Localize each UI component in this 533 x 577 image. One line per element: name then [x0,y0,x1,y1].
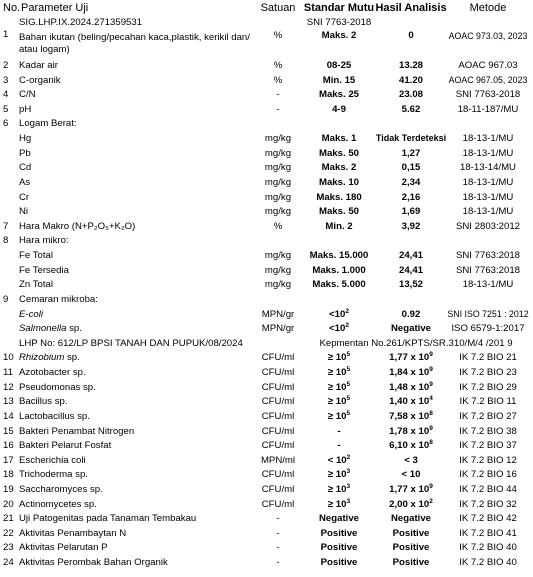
standard-exponent: 5 [346,365,351,373]
unit: MPN/gr [261,308,295,320]
parameter-name: Aktivitas Penambaytan N [19,527,127,539]
standard-text: - [337,440,341,452]
method: 18-13-1/MU [462,206,514,218]
standard-exponent: 2 [346,453,351,461]
parameter-name: Hara mikro: [19,235,69,247]
method: 18-13-1/MU [462,279,514,291]
standard-text: Min. 2 [325,220,353,232]
parameter-name: Salmonella sp. [19,323,82,335]
result-text: 1,77 x 10 [389,352,430,364]
parameter-name: C-organik [19,74,61,86]
result-text: Negative [391,513,431,525]
result-text: 1,77 x 10 [389,483,430,495]
unit: mg/kg [264,147,292,159]
result-text: 1,78 x 10 [389,425,430,437]
unit: CFU/ml [261,483,295,495]
unit: CFU/ml [261,396,295,408]
method: IK 7.2 BIO 32 [459,498,517,510]
standard-exponent: 2 [345,307,349,315]
lab-standard: SNI 7763-2018 [306,17,372,28]
result-text: 1,69 [401,206,421,218]
result-value [370,30,452,42]
standard-text: Min. 15 [322,74,356,86]
standard-text: Maks. 1 [321,133,357,145]
standard-text: <10 [329,308,346,320]
result-exponent: 9 [429,351,433,359]
row-number: 19 [3,483,14,495]
method: IK 7.2 BIO 37 [459,440,517,452]
row-number: 12 [3,381,14,393]
parameter-name: Lactobacillus sp. [19,410,90,422]
method: 18-13-1/MU [462,176,514,188]
row-number: 17 [3,454,14,466]
standard-text: Maks. 2 [321,162,357,174]
header-hasil: Hasil Analisis [375,2,447,14]
method: SNI 7763:2018 [455,250,520,262]
row-number: 7 [3,220,9,232]
result-text: 23.08 [398,89,423,101]
unit: mg/kg [264,250,292,262]
unit: CFU/ml [261,469,295,481]
parameter-italic: E-coli [19,308,43,320]
standard-exponent: 2 [345,321,349,329]
method: IK 7.2 BIO 41 [459,527,517,539]
method: IK 7.2 BIO 40 [459,557,517,569]
unit: % [273,30,283,41]
standard-exponent: 5 [346,409,351,417]
method: AOAC 967.05, 2023 [448,74,528,85]
header-satuan: Satuan [260,2,296,14]
parameter-name: Fe Total [19,250,53,262]
parameter-name: Cd [19,162,32,174]
parameter-name: Rhizobium sp. [19,352,80,364]
unit: CFU/ml [261,410,295,422]
result-text: 13.28 [398,60,423,71]
parameter-name: Bahan ikutan (beling/pecahan kaca,plastik, kerikil dan/ atau logam) [19,32,250,55]
unit: - [276,513,280,525]
method: ISO 6579-1:2017 [451,323,525,335]
unit: CFU/ml [261,498,295,510]
unit: mg/kg [264,279,292,291]
standard-text: < 10 [327,454,347,466]
parameter-name: Fe Tersedia [19,264,69,276]
standard-reference: Kepmentan No.261/KPTS/SR.310/M/4 /201 9 [319,337,513,349]
row-number: 3 [3,74,9,86]
row-number: 24 [3,557,14,569]
method: IK 7.2 BIO 42 [459,513,517,525]
method: 18-13-1/MU [462,133,514,145]
method: 18-13-1/MU [462,147,514,159]
row-number: 14 [3,410,14,422]
result-text: 0.92 [401,308,421,320]
result-exponent: 9 [429,482,433,490]
method: IK 7.2 BIO 23 [459,367,517,379]
standard-text: <10 [329,323,346,335]
result-exponent: 2 [429,497,433,505]
result-text: 1,84 x 10 [389,367,430,379]
result-text: 5.62 [401,103,421,115]
parameter-name: Logam Berat: [19,118,77,130]
unit: mg/kg [264,264,292,276]
result-text: 13,52 [398,279,423,291]
result-text: 1,40 x 10 [389,396,430,408]
parameter-name: Pseudomonas sp. [19,381,96,393]
method: IK 7.2 BIO 21 [459,352,517,364]
result-text: 0 [408,30,414,41]
standard-text: Maks. 25 [318,89,359,101]
unit: % [273,220,283,232]
standard-text: Maks. 50 [318,206,359,218]
standard-text: ≥ 10 [327,367,347,379]
header-no: No. [3,2,21,14]
row-number: 10 [3,352,14,364]
unit: - [276,557,280,569]
parameter-name: Uji Patogenitas pada Tanaman Tembakau [19,513,197,525]
parameter-name: Hara Makro (N+P₂O₅+K₂O) [19,220,136,232]
row-number: 4 [3,89,9,101]
parameter-name: Escherichia coli [19,454,86,466]
parameter-name: Bakteri Penambat Nitrogen [19,425,135,437]
result-text: Negative [391,323,431,335]
parameter-name: Cemaran mikroba: [19,293,98,305]
unit: % [273,74,283,86]
method: 18-13-1/MU [462,191,514,203]
result-exponent: 9 [429,424,433,432]
unit: - [276,542,280,554]
row-number: 6 [3,118,9,130]
unit: % [273,60,283,71]
method: SNI 2803:2012 [455,220,520,232]
result-exponent: 8 [429,409,433,417]
result-text: 2,34 [401,176,421,188]
parameter-name: pH [19,103,32,115]
parameter-name: Ni [19,206,29,218]
standard-text: ≥ 10 [327,483,347,495]
row-number: 5 [3,103,9,115]
row-number: 21 [3,513,14,525]
result-text: Tidak Terdeteksi [375,133,447,144]
unit: mg/kg [264,133,292,145]
standard-text: ≥ 10 [327,469,347,481]
standard-text: Maks. 180 [316,191,362,203]
standard-exponent: 3 [346,468,351,476]
result-text: 7,58 x 10 [389,410,430,422]
standard-text: ≥ 10 [327,381,347,393]
row-number: 2 [3,60,9,71]
standard-text: 4-9 [332,103,346,115]
result-text: 24,41 [398,264,423,276]
standard-text: Maks. 15.000 [309,250,369,262]
result-exponent: 9 [429,365,433,373]
header-parameter: Parameter Uji [21,2,89,14]
unit: MPN/gr [261,323,295,335]
method: IK 7.2 BIO 12 [459,454,517,466]
table-row [0,554,533,571]
parameter-name: Pb [19,147,31,159]
parameter-italic: Rhizobium [19,352,65,364]
row-number: 16 [3,440,14,452]
method: IK 7.2 BIO 27 [459,410,517,422]
standard-text: Negative [319,513,359,525]
standard-exponent: 5 [346,351,351,359]
method: IK 7.2 BIO 44 [459,483,517,495]
method: IK 7.2 BIO 40 [459,542,517,554]
unit: - [276,527,280,539]
standard-text: Maks. 10 [318,176,359,188]
unit: CFU/ml [261,367,295,379]
unit: CFU/ml [261,352,295,364]
unit: CFU/ml [261,425,295,437]
standard-text: ≥ 10 [327,498,347,510]
parameter-name: As [19,176,31,188]
result-text: 2,00 x 10 [389,498,430,510]
result-exponent: 9 [429,380,433,388]
row-number: 18 [3,469,14,481]
method: IK 7.2 BIO 29 [459,381,517,393]
method: IK 7.2 BIO 38 [459,425,517,437]
standard-exponent: 5 [346,380,351,388]
method: IK 7.2 BIO 11 [459,396,517,408]
method: 18-11-187/MU [457,103,519,115]
standard-exponent: 5 [346,395,351,403]
result-text: Positive [392,557,430,569]
header-standar: Standar Mutu [303,2,375,14]
standard-text: ≥ 10 [327,396,347,408]
result-exponent: 4 [429,395,433,403]
parameter-name: Bakteri Pelarut Fosfat [19,440,112,452]
standard-exponent: 3 [346,497,351,505]
standard-text: Positive [320,527,358,539]
result-text: Positive [392,527,430,539]
unit: mg/kg [264,191,292,203]
result-text: 0,15 [401,162,421,174]
result-exponent: 8 [429,438,433,446]
standard-text: 08-25 [326,60,352,71]
standard-exponent: 3 [346,482,351,490]
parameter-name: Saccharomyces sp. [19,483,103,495]
row-number: 9 [3,293,9,305]
parameter-name: LHP No: 612/LP BPSI TANAH DAN PUPUK/08/2024 [19,337,243,349]
parameter-name: C/N [19,89,36,101]
unit: mg/kg [264,206,292,218]
standard-text: ≥ 10 [327,352,347,364]
result-text: < 3 [404,454,418,466]
row-number: 23 [3,542,14,554]
row-number: 22 [3,527,14,539]
method: SNI 7763-2018 [455,89,521,101]
method: AOAC 967.03 [458,60,518,71]
standard-text: ≥ 10 [327,410,347,422]
parameter-name: Azotobacter sp. [19,367,86,379]
row-number: 8 [3,235,9,247]
method: SNI 7763:2018 [455,264,520,276]
standard-text: - [337,425,341,437]
row-number: 15 [3,425,14,437]
result-text: 1,48 x 10 [389,381,430,393]
unit: CFU/ml [261,381,295,393]
standard-value [300,554,378,571]
standard-text: Positive [320,557,358,569]
parameter-name: Trichoderma sp. [19,469,88,481]
method: IK 7.2 BIO 16 [459,469,517,481]
result-text: 24,41 [398,250,423,262]
row-number: 11 [3,367,13,379]
standard-text: Maks. 5.000 [312,279,366,291]
standard-value [300,30,378,42]
result-text: Positive [392,542,430,554]
unit: CFU/ml [261,440,295,452]
standard-text: Maks. 50 [318,147,359,159]
standard-text: Maks. 2 [321,30,357,41]
result-text: 41.20 [398,74,423,86]
unit: MPN/ml [260,454,296,466]
result-text: 3,92 [401,220,421,232]
result-text: 1,27 [401,147,421,159]
parameter-name: Bacillus sp. [19,396,68,408]
table-row [0,29,533,55]
parameter-italic: Salmonella [19,323,67,335]
method: SNI ISO 7251 : 2012 [447,308,529,319]
parameter-name: Aktivitas Perombak Bahan Organik [19,557,168,569]
parameter-name: Kadar air [19,60,58,71]
parameter-name: Zn Total [19,279,53,291]
result-text: < 10 [401,469,421,481]
unit: mg/kg [264,176,292,188]
row-number: 20 [3,498,14,510]
unit: mg/kg [264,162,292,174]
standard-text: Maks. 1.000 [312,264,366,276]
unit: - [276,89,280,101]
parameter-name: Actinomycetes sp. [19,498,97,510]
header-metode: Metode [469,2,507,14]
standard-text: Positive [320,542,358,554]
lab-id: SIG.LHP.IX.2024.271359531 [19,17,143,28]
unit: - [276,103,280,115]
row-number: 1 [3,29,9,40]
result-text: 2,16 [401,191,421,203]
parameter-name: Cr [19,191,30,203]
result-value [370,554,452,571]
parameter-name: Aktivitas Pelarutan P [19,542,108,554]
method: AOAC 973.03, 2023 [448,31,528,41]
result-text: 6,10 x 10 [389,440,430,452]
parameter-name: Hg [19,133,32,145]
row-number: 13 [3,396,14,408]
method: 18-13-14/MU [460,162,516,174]
